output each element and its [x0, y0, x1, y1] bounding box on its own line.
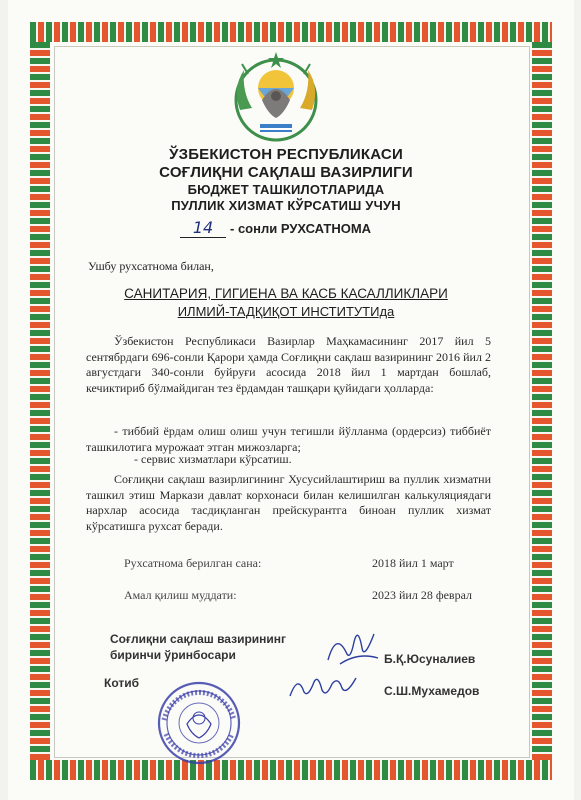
border-band-top	[30, 22, 552, 42]
border-band-left	[30, 42, 50, 760]
permit-number: 14	[180, 218, 226, 238]
signer-name-secretary: С.Ш.Мухамедов	[384, 684, 480, 698]
signer-role-line1: Соғлиқни сақлаш вазирининг	[110, 632, 287, 646]
border-band-bottom	[30, 760, 552, 780]
valid-until-label: Амал қилиш муддати:	[124, 588, 237, 602]
intro-text: Ушбу рухсатнома билан,	[88, 259, 214, 273]
header-line-ministry: СОҒЛИҚНИ САҚЛАШ ВАЗИРЛИГИ	[159, 164, 413, 181]
signature-secretary-icon	[286, 668, 360, 702]
body-paragraph-1: Ўзбекистон Республикаси Вазирлар Маҳкамасининг 2017 йил 5 сентябрдаги 696-сонли Қарори ҳамда Соғлиқни сақлаш вазирининг 2016 йил 2 августдаги 340-сонли буйруғи асосида 2018 йил 1 мартдан бошлаб, кечиктириб бўлмайдиган тез ёрдамдан ташқари қуйидаги ҳолларда:	[86, 334, 491, 395]
body-bullet-1: - тиббий ёрдам олиш олиш учун тегишли йўлланма (ордерсиз) тиббиёт ташкилотига мурожаат этган мижозларга;	[86, 424, 491, 454]
issued-date-value: 2018 йил 1 март	[372, 556, 454, 570]
header-line-budget: БЮДЖЕТ ТАШКИЛОТЛАРИДА	[187, 182, 385, 197]
official-stamp-icon	[150, 680, 248, 766]
signer-role-line2: биринчи ўринбосари	[110, 648, 236, 662]
signature-deputy-icon	[318, 622, 384, 672]
valid-until-value: 2023 йил 28 феврал	[372, 588, 473, 602]
border-band-right	[532, 42, 552, 760]
institute-name-line1: САНИТАРИЯ, ГИГИЕНА ВА КАСБ КАСАЛЛИКЛАРИ	[124, 286, 448, 301]
header-line-paid-services: ПУЛЛИК ХИЗМАТ КЎРСАТИШ УЧУН	[171, 198, 401, 213]
body-paragraph-2: Соғлиқни сақлаш вазирлигининг Хусусийлаштириш ва пуллик хизматни ташкил этиш Маркази давлат корхонаси билан келишилган калькуляциядаги нархлар асосида тасдиқланган прейскурантга биноан пуллик хизмат кўрсатишга рухсат беради.	[86, 472, 491, 533]
institute-name-line2: ИЛМИЙ-ТАДҚИҚОТ ИНСТИТУТИда	[177, 304, 395, 319]
secretary-role: Котиб	[104, 676, 140, 690]
permit-suffix: - сонли РУХСАТНОМА	[230, 221, 372, 236]
body-bullet-2: - сервис хизматлари кўрсатиш.	[134, 452, 292, 466]
header-line-country: ЎЗБЕКИСТОН РЕСПУБЛИКАСИ	[169, 146, 403, 163]
issued-date-label: Рухсатнома берилган сана:	[124, 556, 262, 570]
state-emblem-icon	[222, 48, 330, 148]
signer-name-deputy: Б.Қ.Юсуналиев	[384, 652, 476, 666]
permit-title	[180, 218, 430, 238]
